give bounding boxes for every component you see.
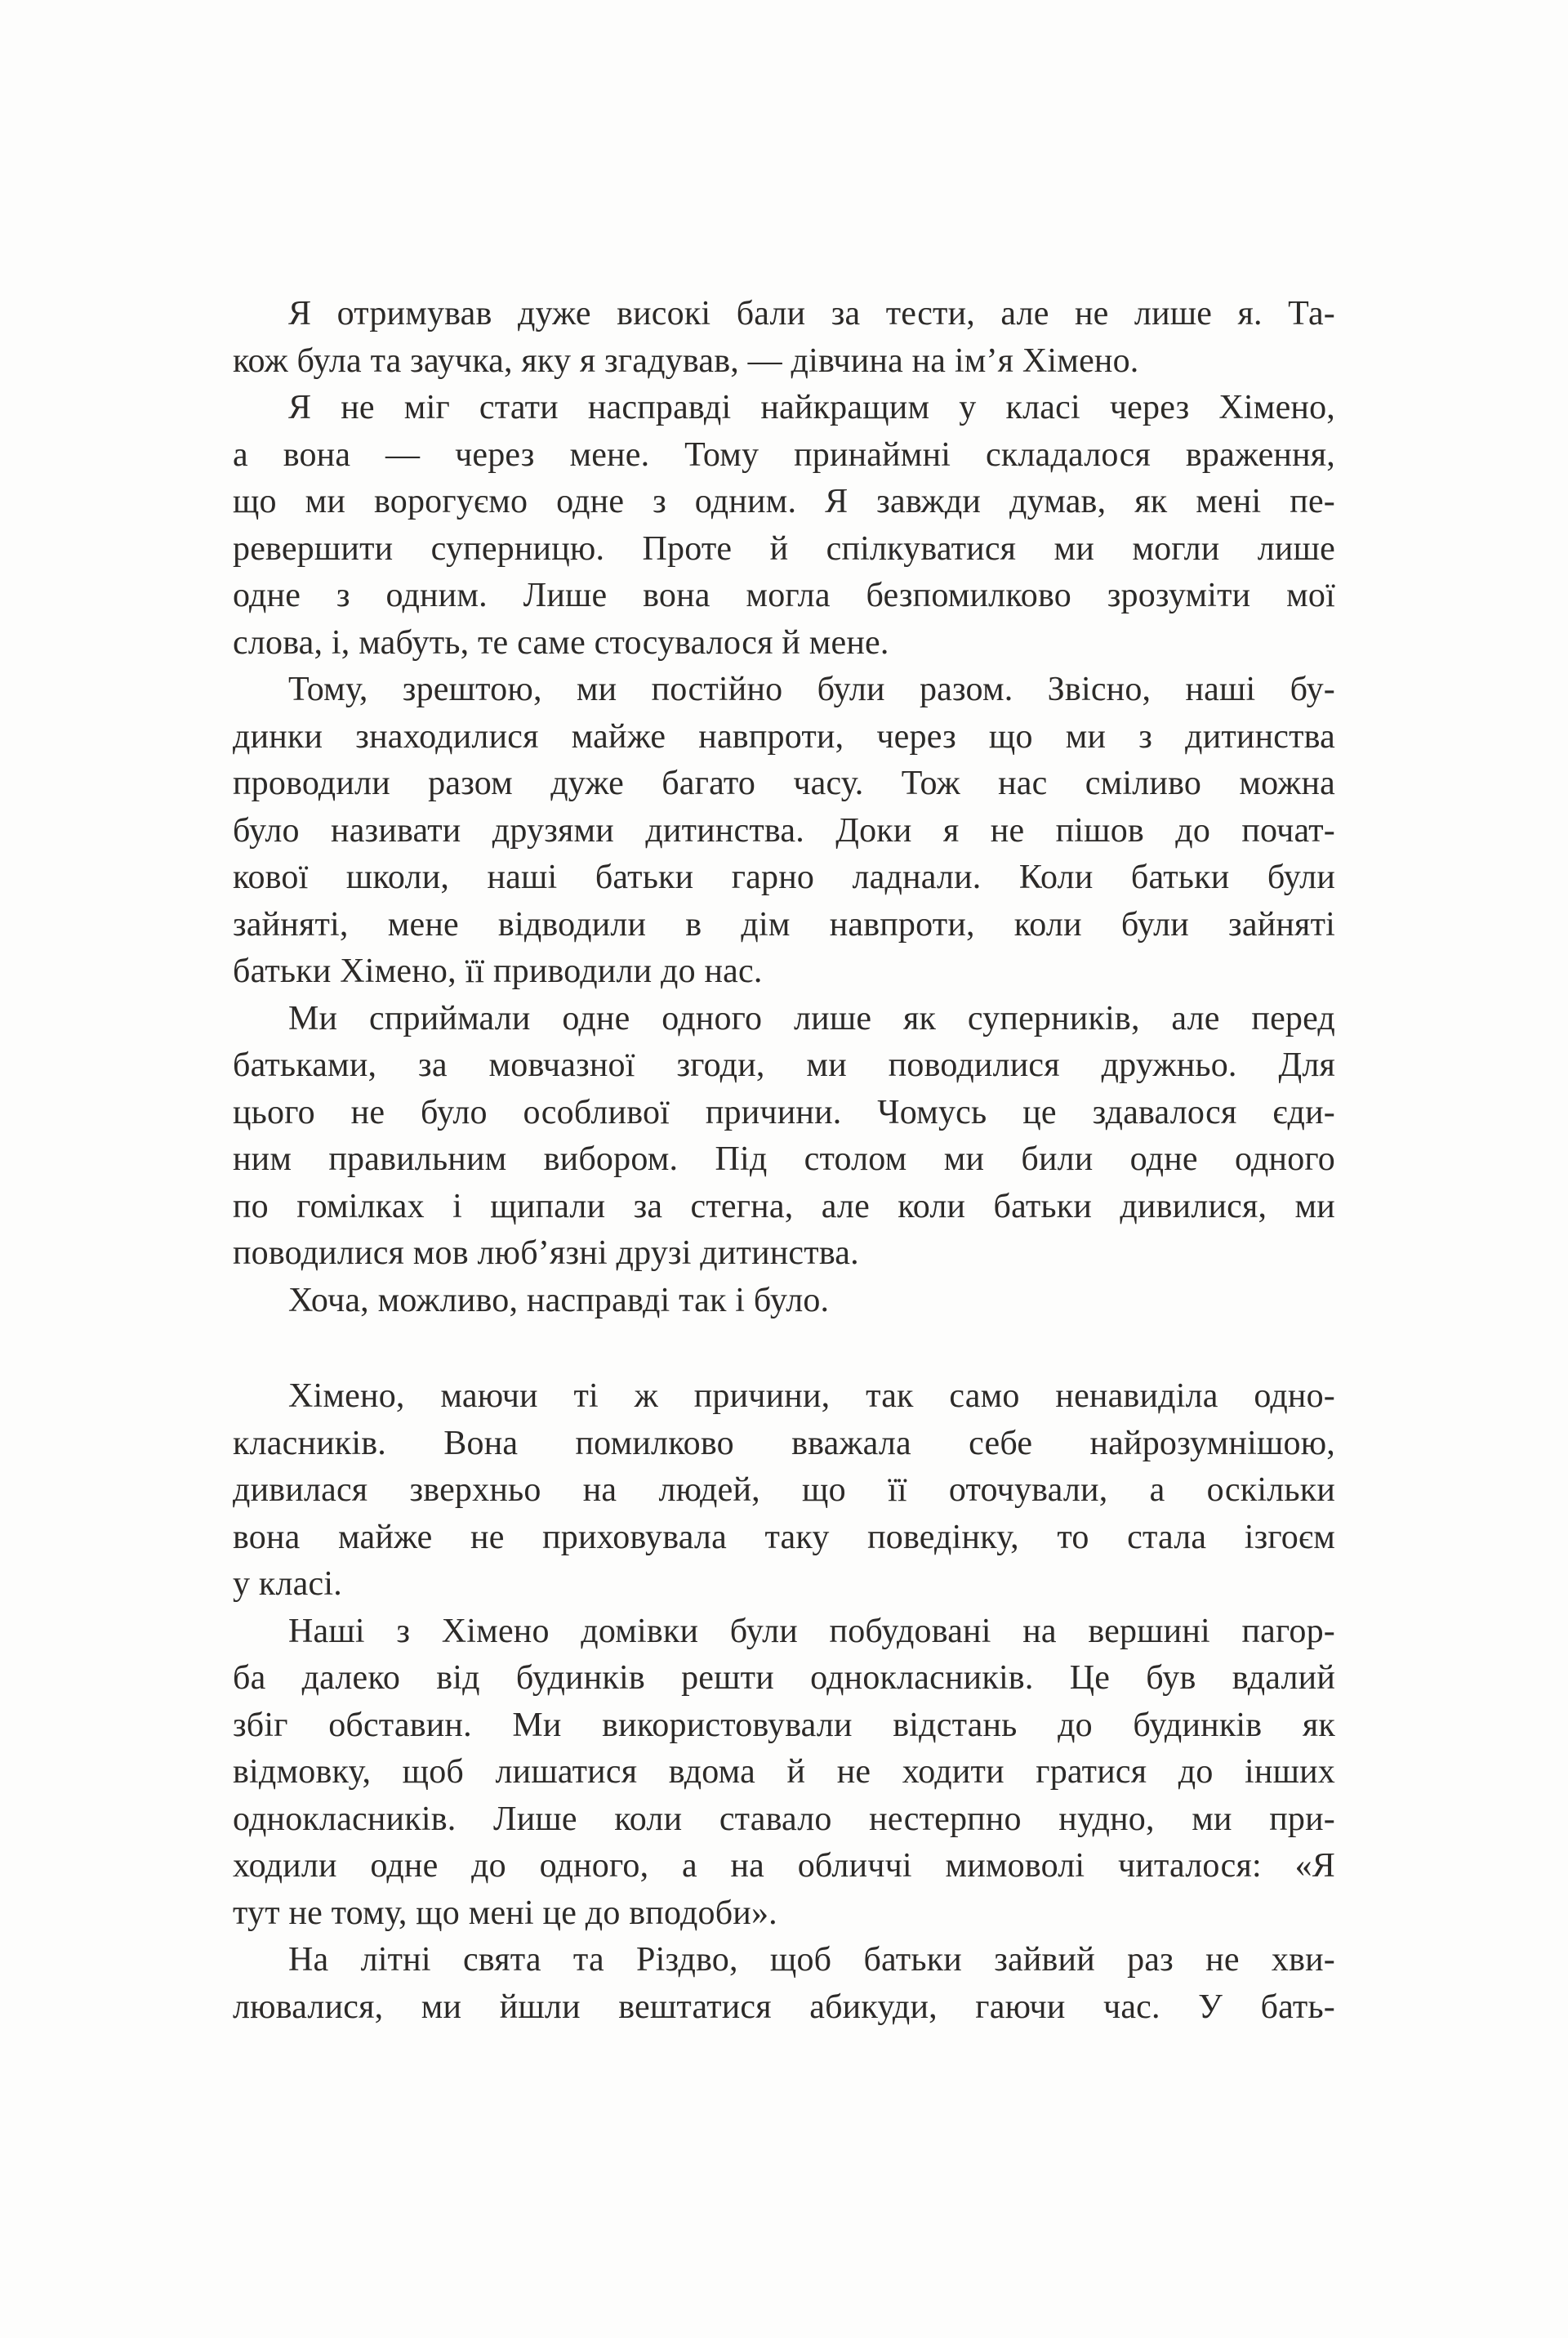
text-line: слова, і, мабуть, те саме стосувалося й мене. — [233, 623, 889, 662]
text-line: батьки Хімено, її приводили до нас. — [233, 953, 763, 990]
text-line: кової школи, наші батьки гарно ладнали. Коли батьки були — [233, 859, 1335, 896]
paragraph — [233, 291, 1335, 385]
text-line: Хоча, можливо, насправді так і було. — [288, 1281, 830, 1319]
text-line: дивилася зверхньо на людей, що її оточували, а оскільки — [233, 1471, 1335, 1509]
text-line: проводили разом дуже багато часу. Тож нас сміливо можна — [233, 765, 1335, 802]
text-line: однокласників. Лише коли ставало нестерпно нудно, ми при- — [233, 1800, 1335, 1838]
text-line: збіг обставин. Ми використовували відстань до будинків як — [233, 1706, 1335, 1744]
text-line: динки знаходилися майже навпроти, через що ми з дитинства — [233, 717, 1335, 756]
text-line: ходили одне до одного, а на обличчі мимоволі читалося: «Я — [233, 1847, 1335, 1885]
text-column — [233, 291, 1335, 2031]
text-line: а вона — через мене. Тому принаймні складалося враження, — [233, 435, 1335, 474]
text-line: відмовку, щоб лишатися вдома й не ходити гратися до інших — [233, 1753, 1335, 1791]
text-line: ба далеко від будинків решти однокласників. Це був вдалий — [233, 1659, 1335, 1697]
paragraph — [233, 996, 1335, 1278]
text-line: зайняті, мене відводили в дім навпроти, коли були зайняті — [233, 905, 1335, 944]
text-line: На літні свята та Різдво, щоб батьки зайвий раз не хви- — [288, 1941, 1335, 1979]
paragraph — [233, 1278, 1335, 1325]
text-line: ним правильним вибором. Під столом ми били одне одного — [233, 1140, 1335, 1178]
text-line: класників. Вона помилково вважала себе найрозумнішою, — [233, 1424, 1335, 1462]
text-line: вона майже не приховувала таку поведінку, то стала ізгоєм — [233, 1518, 1335, 1556]
text-line: що ми ворогуємо одне з одним. Я завжди думав, як мені пе- — [233, 483, 1335, 520]
paragraph — [233, 385, 1335, 667]
paragraph — [233, 1373, 1335, 1608]
text-line: батьками, за мовчазної згоди, ми поводилися дружньо. Для — [233, 1046, 1335, 1084]
text-line: Я отримував дуже високі бали за тести, але не лише я. Та- — [288, 295, 1335, 332]
text-line: тут не тому, що мені це до вподоби». — [233, 1894, 777, 1932]
text-line: кож була та заучка, яку я згадував, — дівчина на ім’я Хімено. — [233, 341, 1139, 380]
text-line: Ми сприймали одне одного лише як суперників, але перед — [288, 999, 1335, 1037]
paragraph — [233, 1937, 1335, 2031]
text-line: Наші з Хімено домівки були побудовані на вершині пагор- — [288, 1612, 1335, 1650]
text-line: поводилися мов люб’язні друзі дитинства. — [233, 1234, 859, 1272]
paragraph — [233, 1608, 1335, 1938]
text-line: ревершити суперницю. Проте й спілкуватися ми могли лише — [233, 529, 1335, 568]
text-line: у класі. — [233, 1565, 342, 1603]
text-line: Я не міг стати насправді найкращим у класі через Хімено, — [288, 389, 1335, 426]
text-line: по гомілках і щипали за стегна, але коли батьки дивилися, ми — [233, 1187, 1335, 1225]
text-line: Тому, зрештою, ми постійно були разом. Звісно, наші бу- — [288, 671, 1335, 708]
text-line: цього не було особливої причини. Чомусь це здавалося єди- — [233, 1093, 1335, 1131]
paragraph — [233, 667, 1335, 996]
text-line: лювалися, ми йшли вештатися абикуди, гаючи час. У бать- — [233, 1988, 1335, 2026]
text-line: одне з одним. Лише вона могла безпомилково зрозуміти мої — [233, 577, 1335, 614]
text-line: було називати друзями дитинства. Доки я не пішов до почат- — [233, 811, 1335, 850]
text-line: Хімено, маючи ті ж причини, так само ненавиділа одно- — [288, 1377, 1335, 1415]
